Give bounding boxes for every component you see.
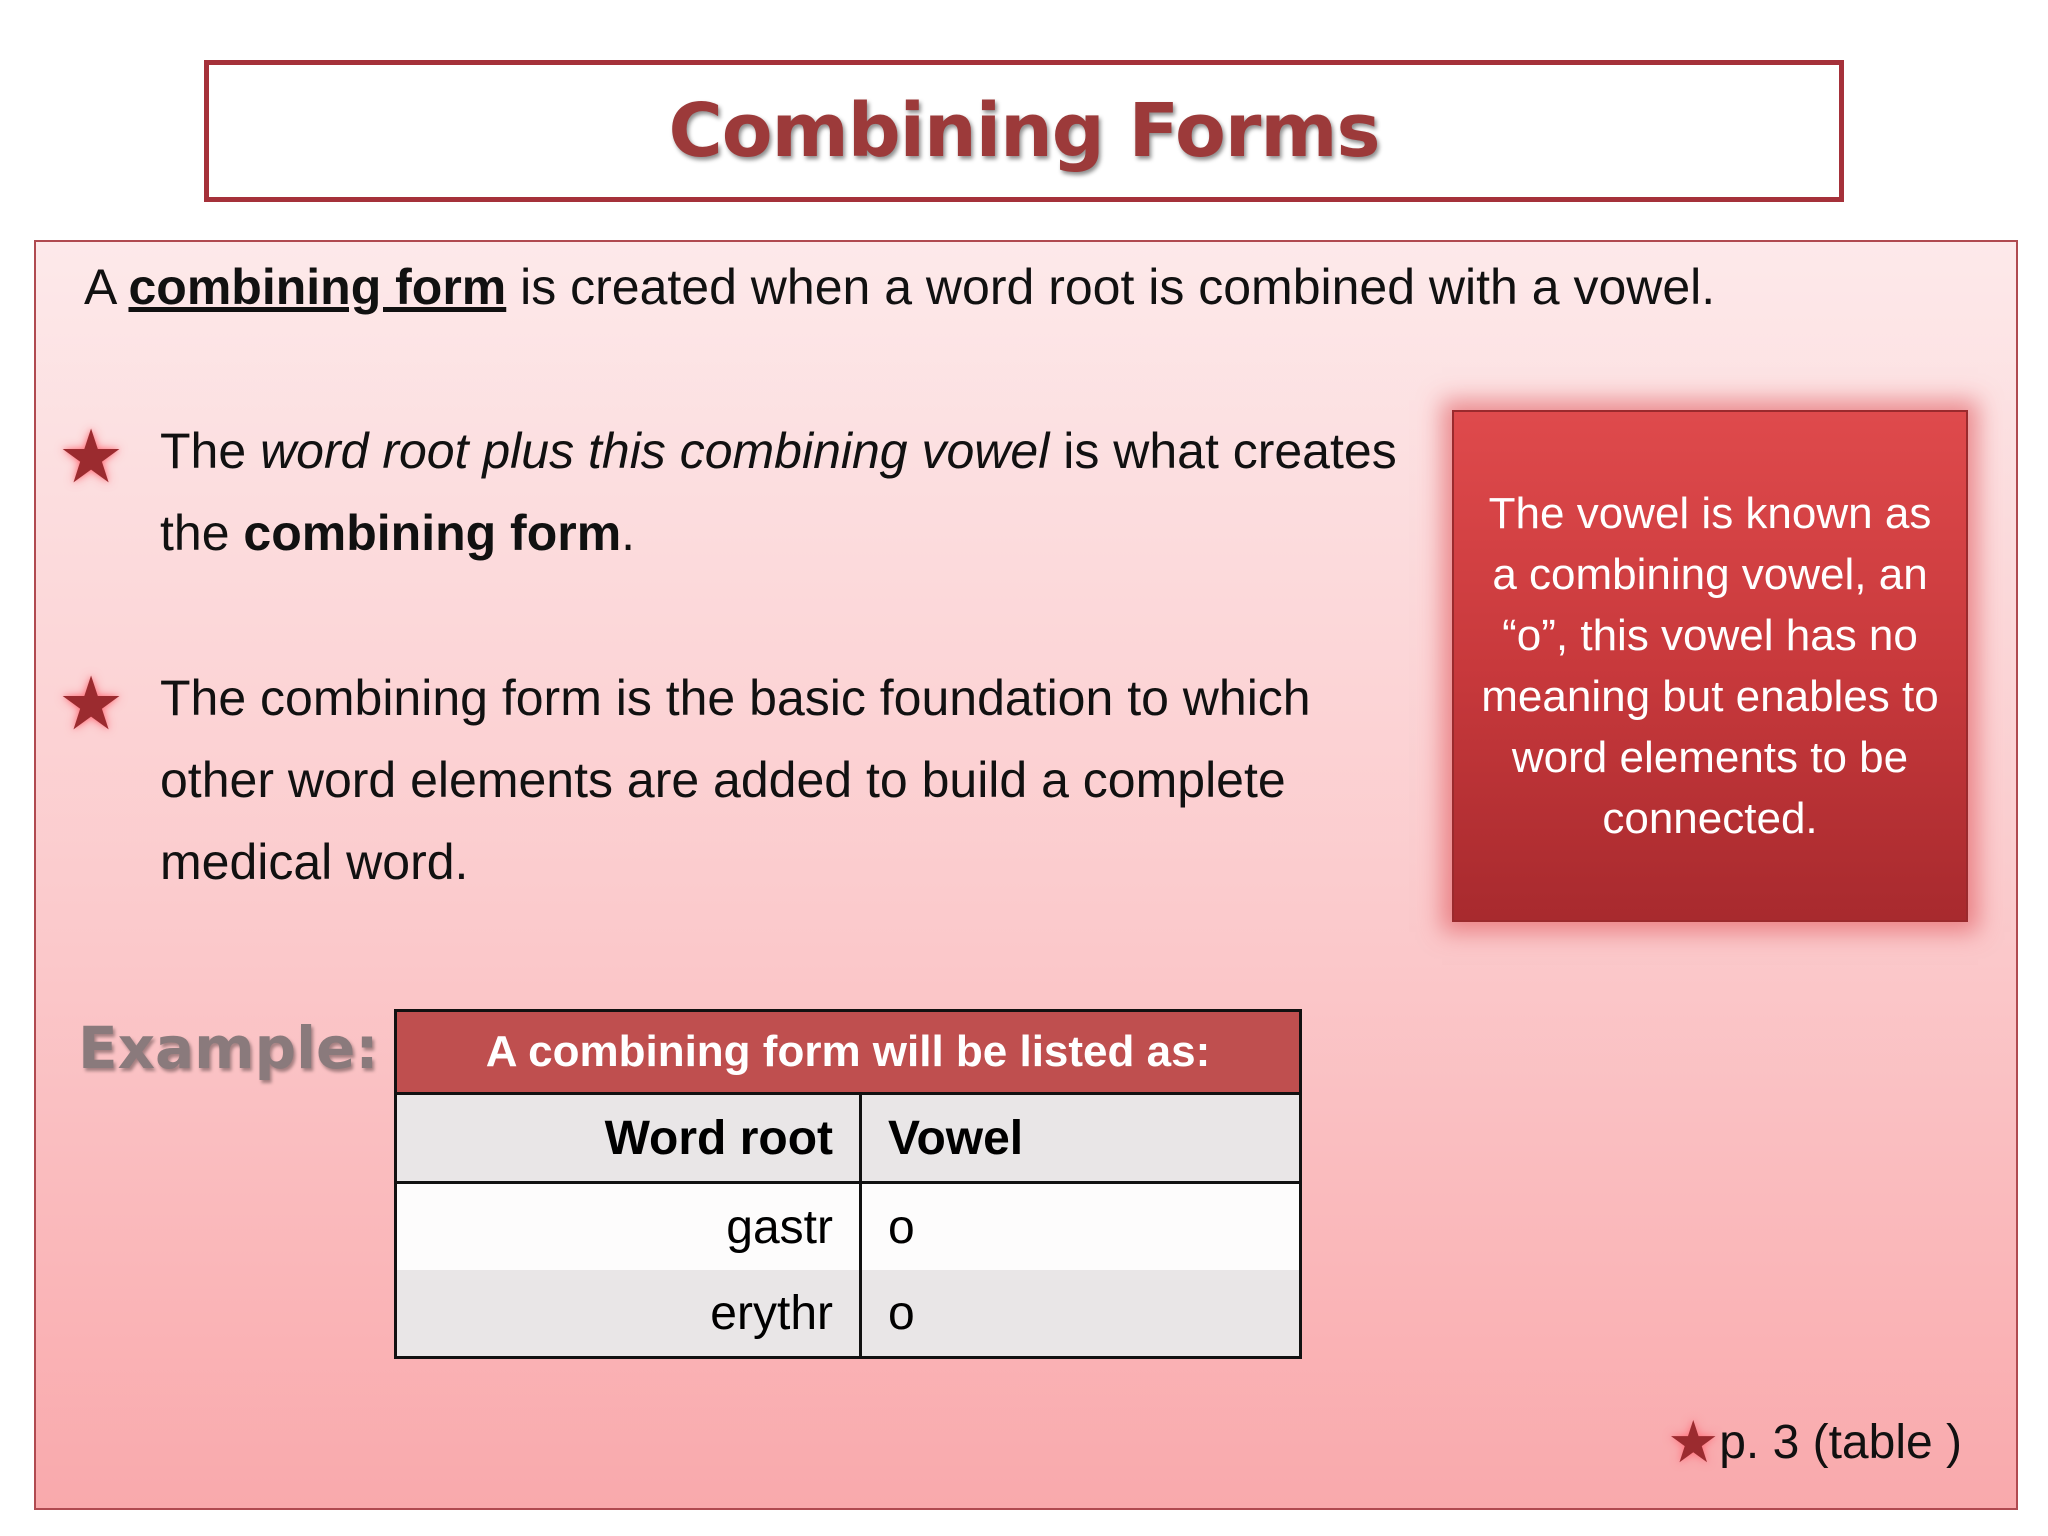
- bullet-1-part-2: is what creates the: [160, 423, 1397, 561]
- bullet-2-part-0: The combining form is the basic foundation to which other word elements are added to build a complete medical word.: [160, 670, 1311, 890]
- table-header-vowel: Vowel: [861, 1094, 1301, 1183]
- table-header-word-root: Word root: [396, 1094, 861, 1183]
- bullet-1: [160, 410, 1420, 574]
- star-icon: ★: [1667, 1410, 1720, 1475]
- bullet-1-part-3: combining form: [243, 505, 622, 561]
- bullet-1-part-4: .: [621, 505, 636, 561]
- table-caption: A combining form will be listed as:: [396, 1011, 1301, 1094]
- star-icon: ★: [57, 415, 125, 498]
- intro-sentence: [84, 258, 1715, 316]
- bullet-1-part-1: word root plus this combining vowel: [260, 423, 1050, 479]
- table-row: [396, 1270, 1301, 1358]
- table-cell-vowel: o: [861, 1183, 1301, 1271]
- combining-form-table: [394, 1009, 1302, 1359]
- table-cell-word-root: erythr: [396, 1270, 861, 1358]
- content-panel: [34, 240, 2018, 1510]
- callout-box: [1452, 410, 1968, 922]
- page-reference: [1667, 1410, 1962, 1475]
- title-box: [204, 60, 1844, 202]
- star-icon: ★: [57, 662, 125, 745]
- table-cell-word-root: gastr: [396, 1183, 861, 1271]
- table-cell-vowel: o: [861, 1270, 1301, 1358]
- intro-term: combining form: [128, 259, 507, 315]
- bullet-1-part-0: The: [160, 423, 261, 479]
- bullet-2: [160, 657, 1420, 903]
- table-row: [396, 1183, 1301, 1271]
- intro-suffix: is created when a word root is combined with a vowel.: [506, 259, 1716, 315]
- callout-text: The vowel is known as a combining vowel, an “o”, this vowel has no meaning but enables to word elements to be connected.: [1481, 489, 1939, 843]
- intro-prefix: A: [84, 259, 129, 315]
- page-title: Combining Forms: [668, 88, 1380, 174]
- example-label: Example:: [78, 1014, 379, 1082]
- page-reference-text: p. 3 (table ): [1719, 1416, 1962, 1469]
